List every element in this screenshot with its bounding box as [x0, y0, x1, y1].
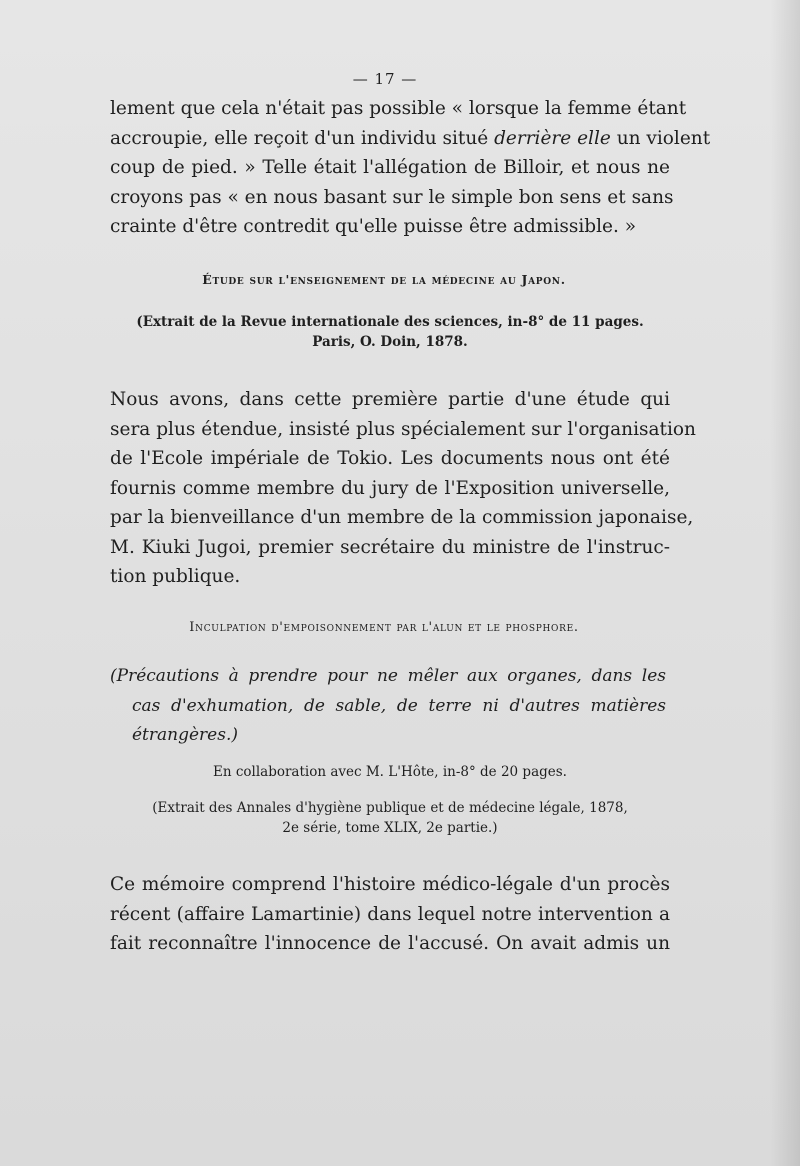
collaboration-note: En collaboration avec M. L'Hôte, in-8° de 20 pages.: [213, 764, 567, 780]
page-number: — 17 —: [352, 70, 418, 88]
paragraph-line: croyons pas « en nous basant sur le simple bon sens et sans: [110, 186, 674, 208]
citation-line: (Extrait de la Revue internationale des sciences, in-8° de 11 pages.: [136, 314, 644, 330]
caution-line: (Précautions à prendre pour ne mêler aux organes, dans les: [110, 666, 666, 686]
paragraph-line: Nous avons, dans cette première partie d'une étude qui: [110, 389, 670, 410]
paragraph-line: de l'Ecole impériale de Tokio. Les documents nous ont été: [110, 448, 670, 469]
citation-line: (Extrait des Annales d'hygiène publique et de médecine légale, 1878,: [152, 800, 628, 816]
caution-line: cas d'exhumation, de sable, de terre ni d'autres matières: [132, 695, 666, 716]
paragraph-japon: [110, 385, 696, 592]
paragraph-line: M. Kiuki Jugoi, premier secrétaire du ministre de l'instruc-: [110, 536, 670, 558]
citation-revue: [110, 312, 670, 352]
paragraph-line: sera plus étendue, insisté plus spécialement sur l'organisation: [110, 418, 696, 440]
paragraph-line: crainte d'être contredit qu'elle puisse être admissible. »: [110, 216, 637, 237]
paragraph-line: fait reconnaître l'innocence de l'accusé. On avait admis un: [110, 933, 670, 954]
section-heading-japon: Étude sur l'enseignement de la médecine au Japon.: [202, 272, 566, 287]
emphasis-text: derrière elle: [494, 127, 611, 149]
paragraph-line: tion publique.: [110, 566, 241, 587]
paragraph-billoir: [110, 94, 711, 242]
text-segment: un violent: [610, 127, 711, 149]
paragraph-line: fournis comme membre du jury de l'Exposition universelle,: [110, 477, 670, 499]
citation-annales: [110, 798, 670, 838]
paragraph-line: lement que cela n'était pas possible « lorsque la femme étant: [110, 98, 687, 119]
citation-line: Paris, O. Doin, 1878.: [312, 334, 468, 350]
citation-line: 2e série, tome XLIX, 2e partie.): [282, 820, 498, 836]
paragraph-memoire: [110, 870, 670, 959]
paragraph-line: récent (affaire Lamartinie) dans lequel notre intervention a: [110, 903, 670, 925]
caution-line: étrangères.): [132, 725, 238, 745]
paragraph-line: [110, 124, 711, 154]
text-segment: accroupie, elle reçoit d'un individu situé: [110, 127, 495, 149]
paragraph-line: par la bienveillance d'un membre de la commission japonaise,: [110, 507, 694, 528]
section-heading-alun: Inculpation d'empoisonnement par l'alun et le phosphore.: [189, 620, 579, 635]
paragraph-line: coup de pied. » Telle était l'allégation de Billoir, et nous ne: [110, 157, 670, 178]
precautions-note: [110, 662, 666, 751]
paragraph-line: Ce mémoire comprend l'histoire médico-légale d'un procès: [110, 874, 670, 895]
